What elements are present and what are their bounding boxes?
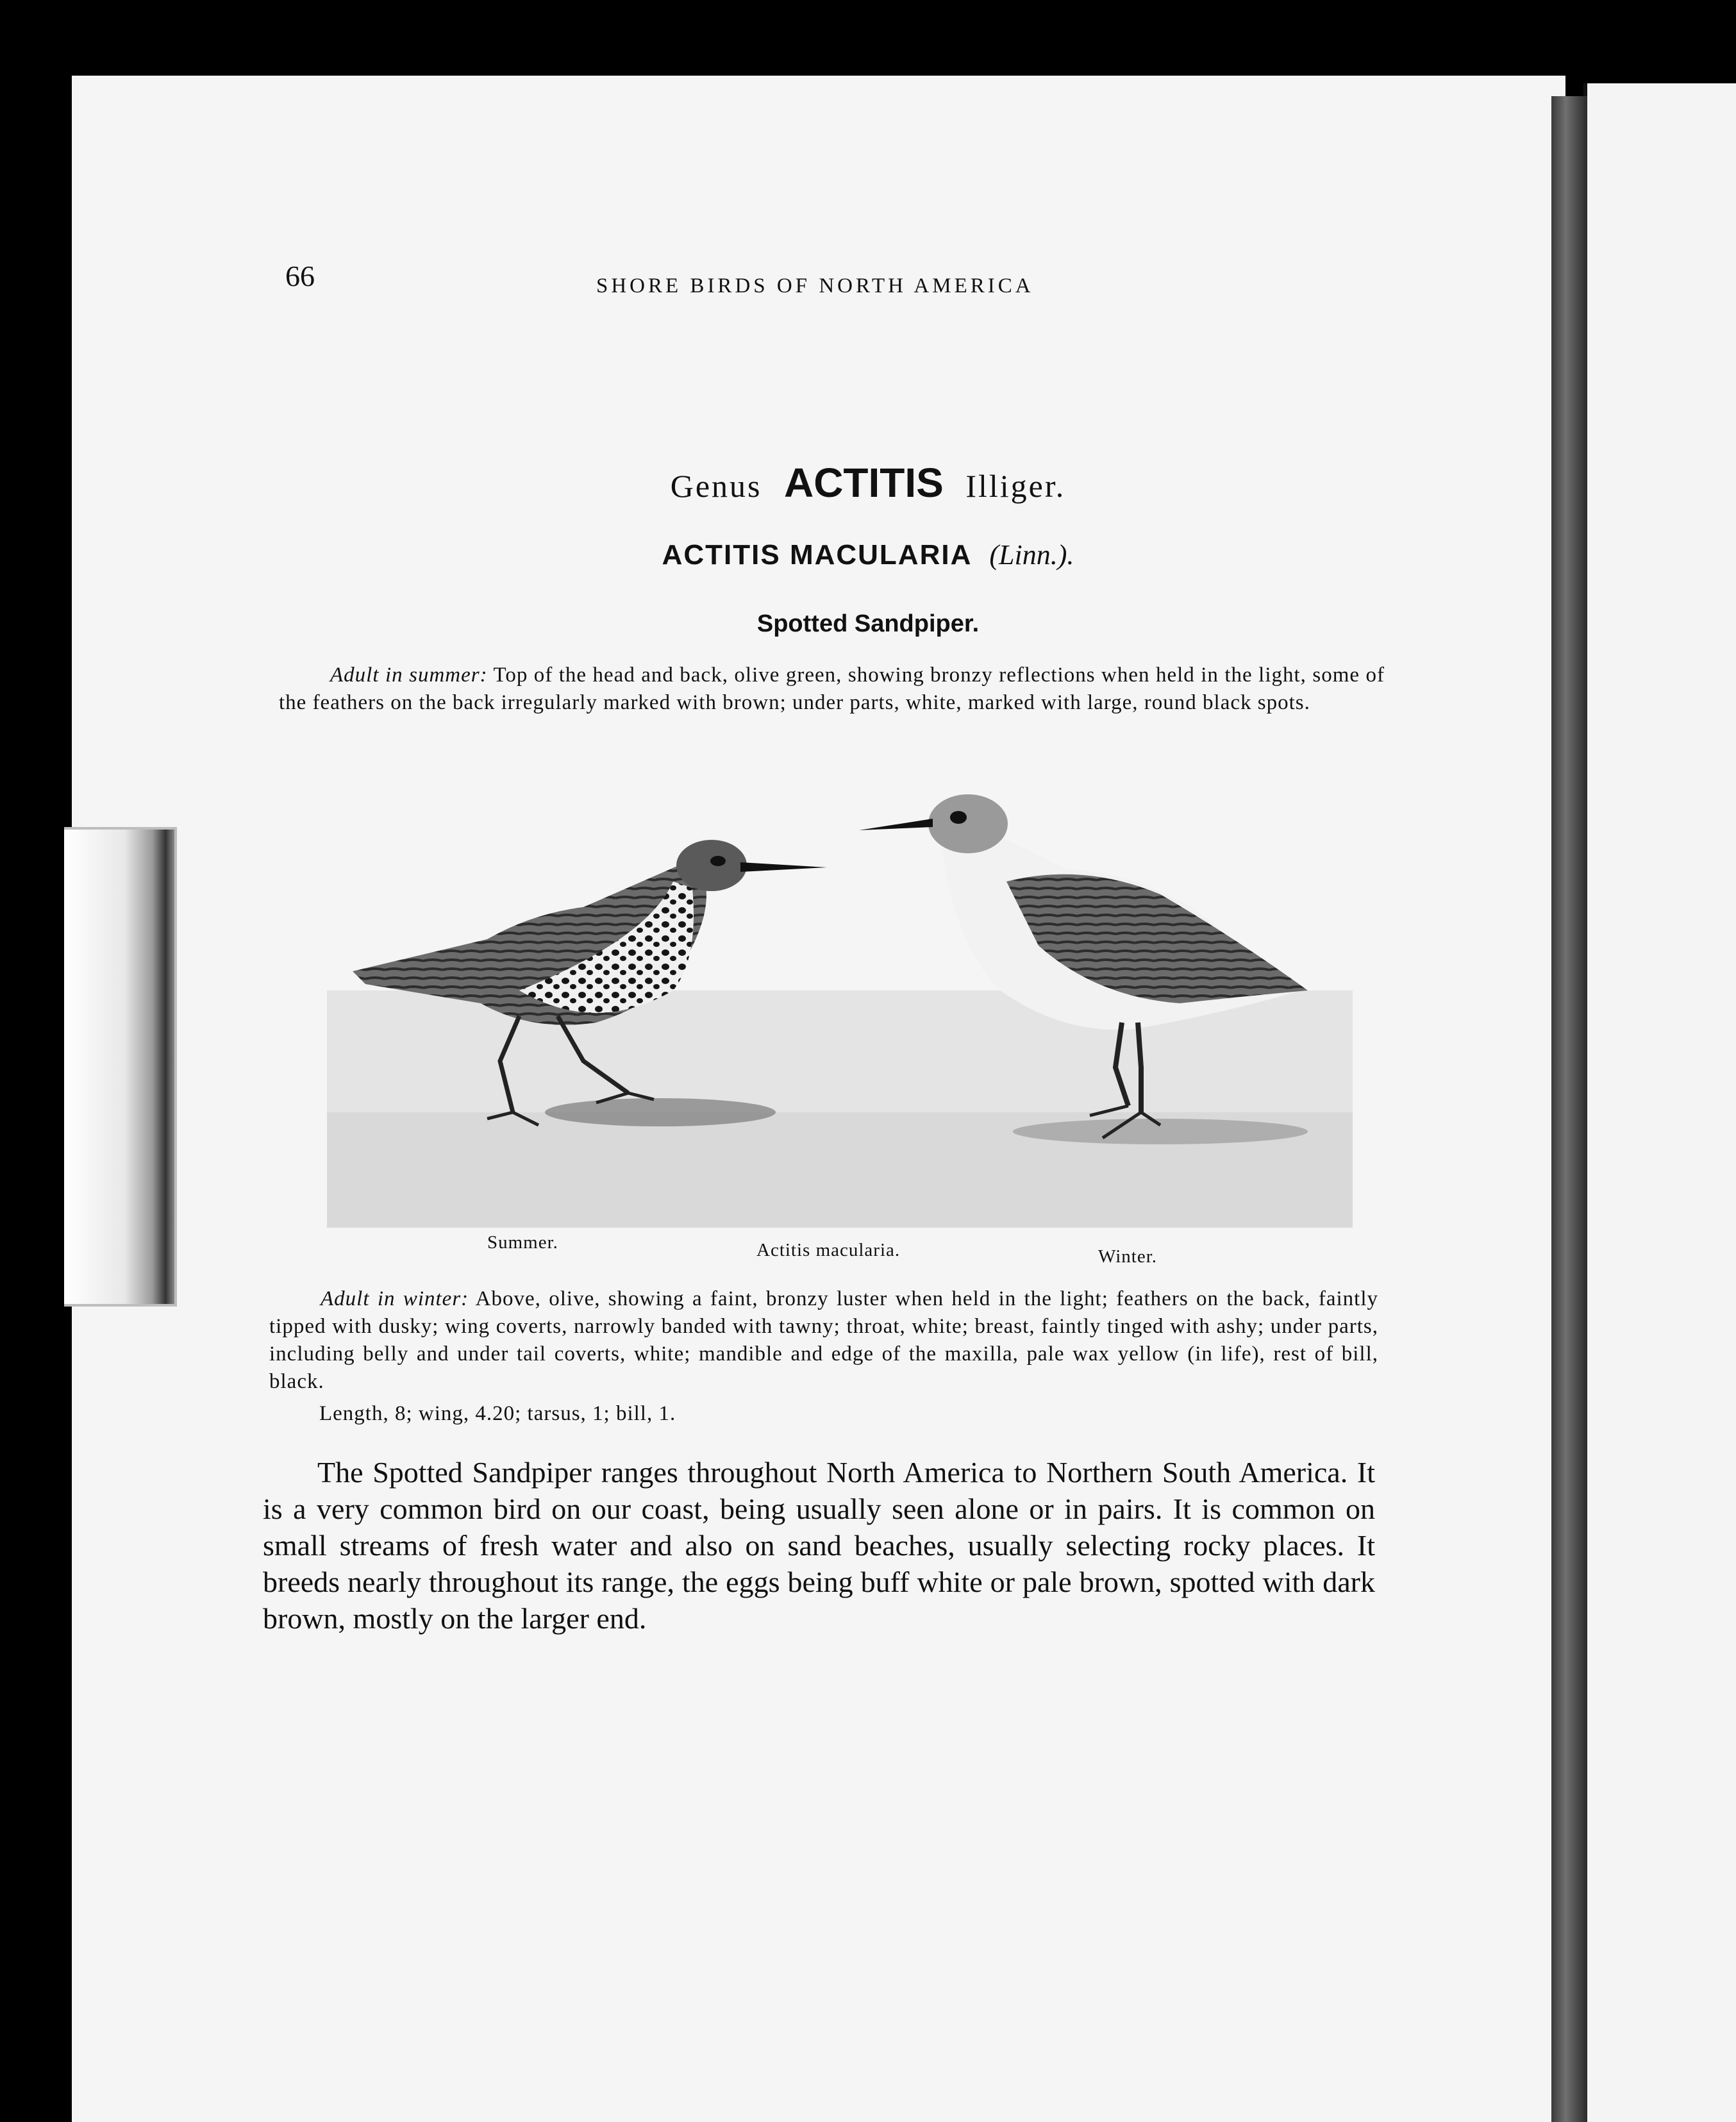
species-heading [0, 539, 1736, 571]
caption-species: Actitis macularia. [756, 1240, 901, 1260]
species-author: (Linn.). [989, 539, 1074, 571]
running-title: SHORE BIRDS OF NORTH AMERICA [596, 274, 1034, 297]
common-name: Spotted Sandpiper. [756, 610, 980, 637]
page-number: 66 [285, 260, 315, 292]
summer-description [279, 662, 1385, 717]
caption-winter: Winter. [1098, 1246, 1158, 1267]
summer-text: Top of the head and back, olive green, showing bronzy reflections when held in the light, some of the feathers on the back irregularly marked with brown; under parts, white, marked with large, round black spots. [279, 664, 1385, 714]
winter-text: Above, olive, showing a faint, bronzy luster when held in the light; feathers on the back, faintly tipped with dusky; wing coverts, narrowly banded with tawny; throat, white; breast, faintly tinged with ashy; under parts, including belly and under tail coverts, white; mandible and edge of the maxilla, pale wax yellow (in life), rest of bill, black. [269, 1287, 1378, 1393]
summer-label: Adult in summer: [330, 664, 488, 687]
winter-description [269, 1285, 1378, 1396]
adjacent-page [1583, 83, 1736, 2122]
genus-name: ACTITIS [783, 460, 944, 506]
winter-label: Adult in winter: [321, 1287, 469, 1310]
genus-author: Illiger. [965, 468, 1066, 504]
caption-summer: Summer. [487, 1232, 558, 1253]
page-edge-shadow [1551, 96, 1587, 2122]
genus-prefix: Genus [670, 468, 762, 504]
species-name: ACTITIS MACULARIA [662, 539, 972, 571]
genus-heading [0, 459, 1736, 506]
page-clip [64, 827, 177, 1307]
bird-plate-illustration [327, 779, 1353, 1228]
measurements: Length, 8; wing, 4.20; tarsus, 1; bill, 1. [319, 1402, 676, 1425]
body-paragraph: The Spotted Sandpiper ranges throughout North America to Northern South America. It is a very common bird on our coast, being usually seen alone or in pairs. It is common on small streams of fresh water and also on sand beaches, usually selecting rocky places. It breeds nearly throughout its range, the eggs being buff white or pale brown, spotted with dark brown, mostly on the larger end. [263, 1456, 1375, 1635]
